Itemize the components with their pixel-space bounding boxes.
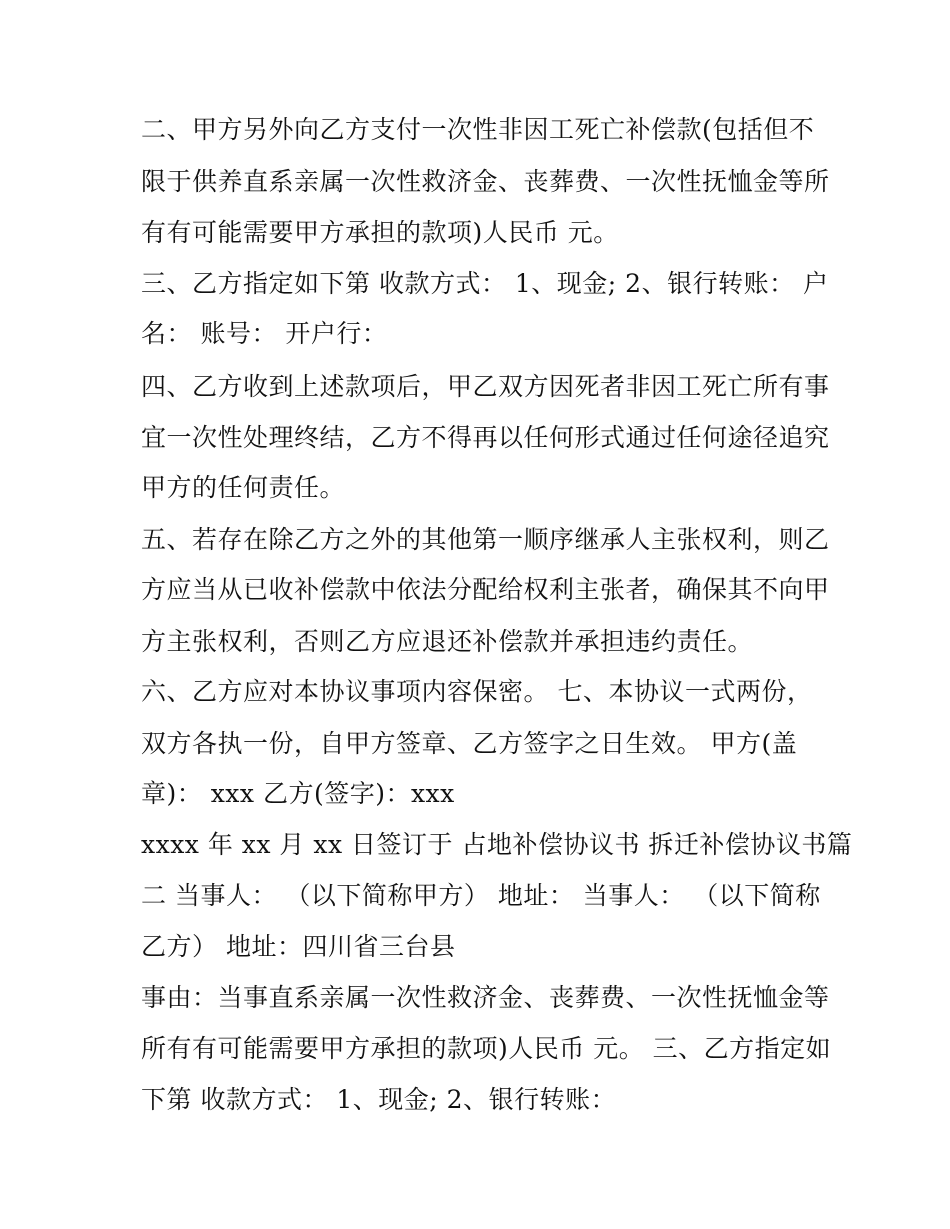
text-line: 宜一次性处理终结，乙方不得再以任何形式通过任何途径追究 (141, 423, 830, 452)
text-line: 事由：当事直系亲属一次性救济金、丧葬费、一次性抚恤金等 (141, 983, 830, 1012)
text-line: 双方各执一份，自甲方签章、乙方签字之日生效。 甲方(盖 (141, 729, 798, 758)
text-line: 三、乙方指定如下第 收款方式： 1、现金; 2、银行转账： 户 (141, 269, 829, 298)
text-line: 方主张权利，否则乙方应退还补偿款并承担违约责任。 (141, 627, 754, 656)
text-line: 限于供养直系亲属一次性救济金、丧葬费、一次性抚恤金等所 (141, 167, 830, 196)
text-line: 所有有可能需要甲方承担的款项)人民币 元。 三、乙方指定如 (141, 1034, 832, 1063)
text-line: 名： 账号： 开户行： (141, 319, 388, 348)
text-line: 章)： xxx 乙方(签字)：xxx (141, 779, 455, 808)
text-line: 有有可能需要甲方承担的款项)人民币 元。 (141, 218, 619, 247)
text-line: 五、若存在除乙方之外的其他第一顺序继承人主张权利，则乙 (141, 525, 830, 554)
text-line: 下第 收款方式： 1、现金; 2、银行转账： (141, 1085, 617, 1114)
text-line: 甲方的任何责任。 (141, 473, 346, 502)
text-line: 四、乙方收到上述款项后，甲乙双方因死者非因工死亡所有事 (141, 372, 830, 401)
text-line: 乙方） 地址：四川省三台县 (141, 932, 456, 961)
text-line: 方应当从已收补偿款中依法分配给权利主张者，确保其不向甲 (141, 575, 830, 604)
text-line: xxxx 年 xx 月 xx 日签订于 占地补偿协议书 拆迁补偿协议书篇 (141, 830, 853, 859)
text-line: 二、甲方另外向乙方支付一次性非因工死亡补偿款(包括但不 (141, 115, 815, 144)
text-line: 六、乙方应对本协议事项内容保密。 七、本协议一式两份， (141, 677, 813, 706)
text-line: 二 当事人： （以下简称甲方） 地址： 当事人： （以下简称 (141, 881, 821, 910)
